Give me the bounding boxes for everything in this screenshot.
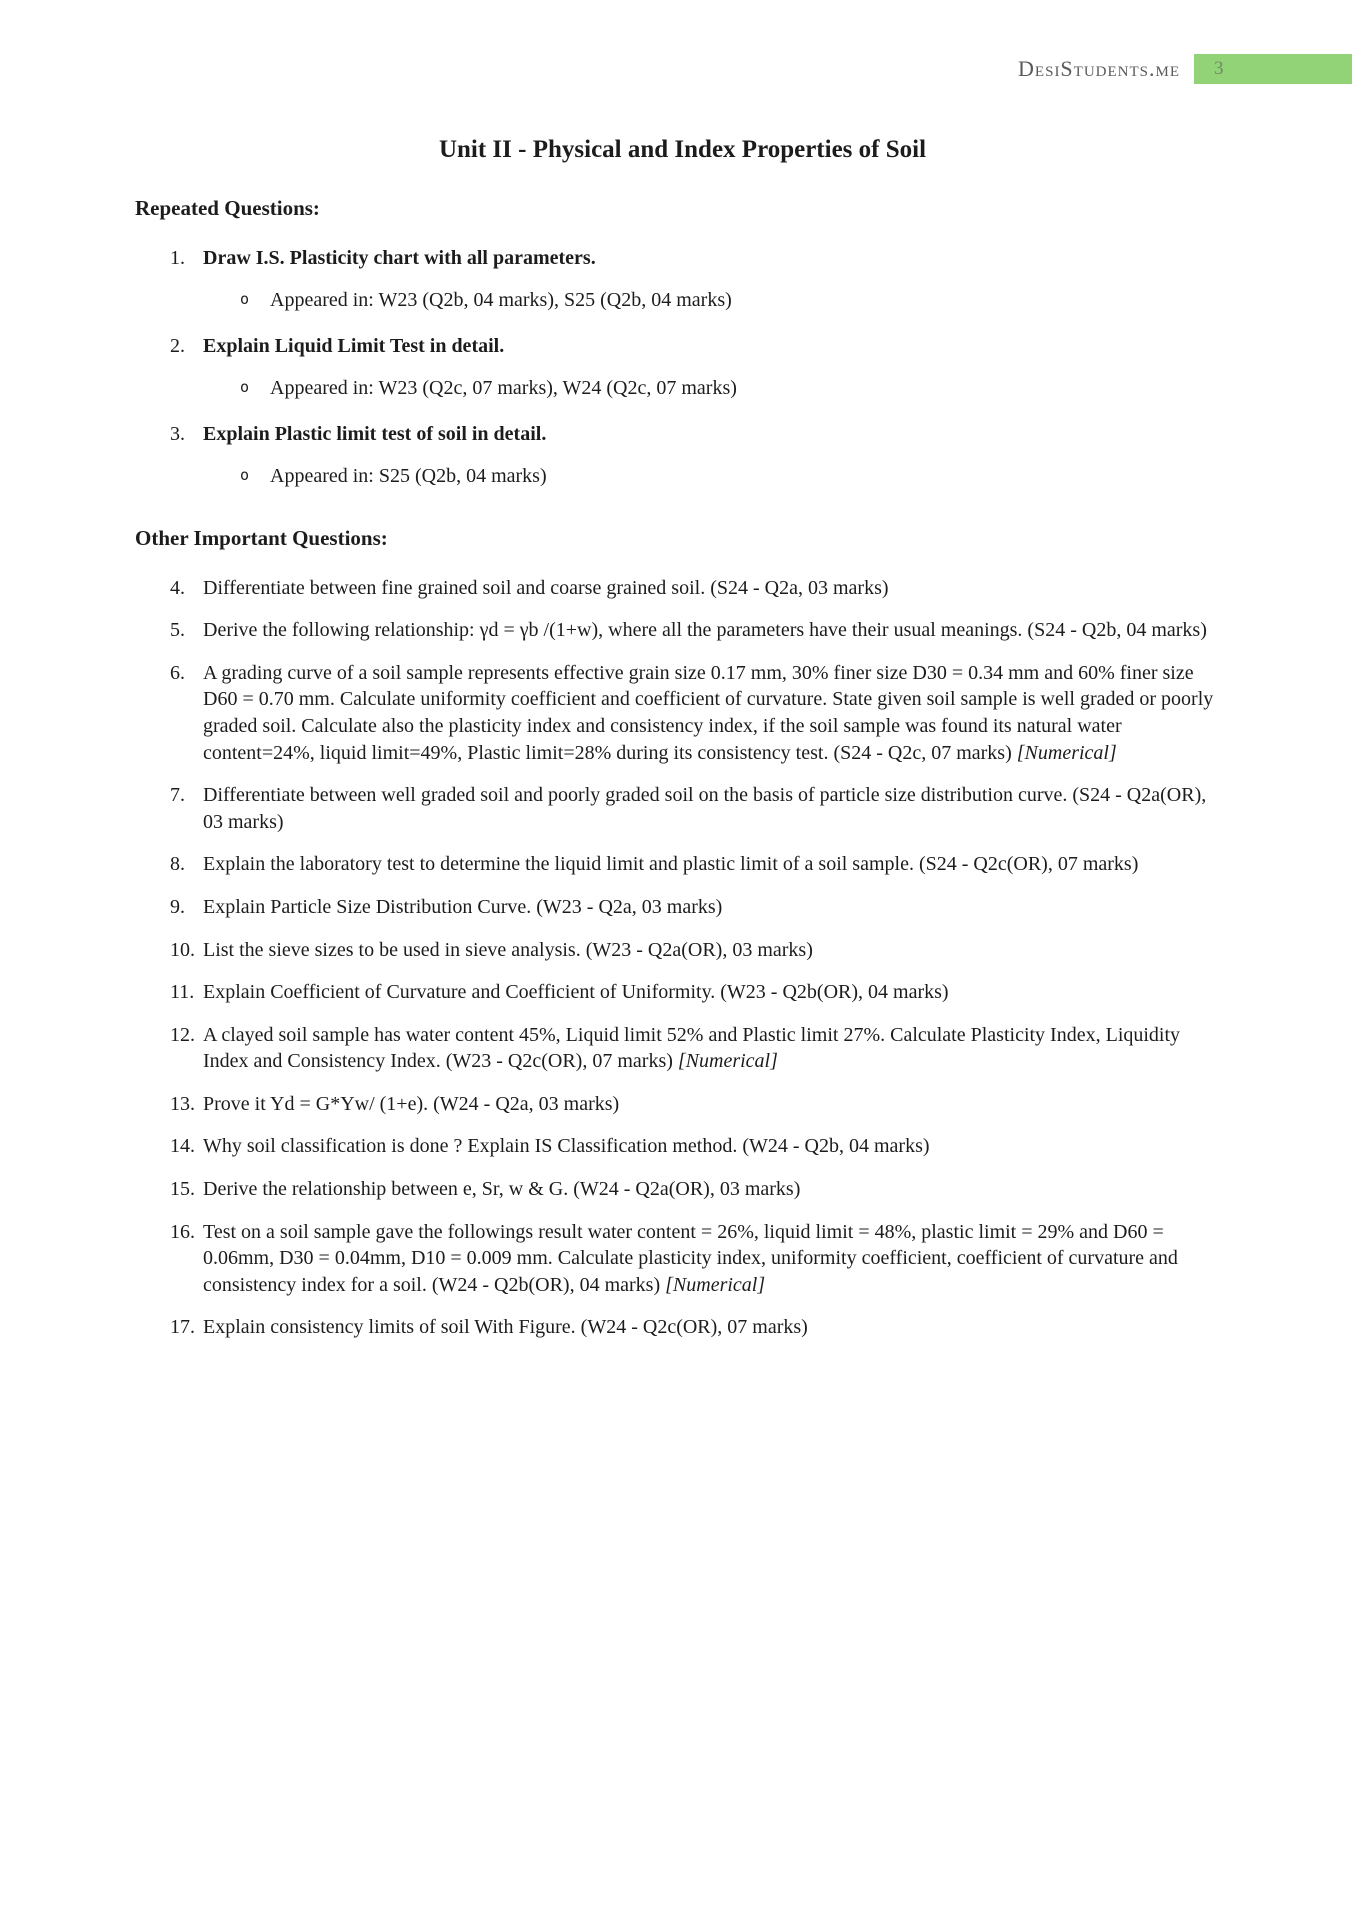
question-item: [135, 1176, 1230, 1203]
question-number: 14.: [170, 1135, 195, 1158]
question-body: [203, 1176, 1230, 1203]
sub-bullet: [203, 375, 1230, 402]
question-text: Derive the relationship between e, Sr, w & G. (W24 - Q2a(OR), 03 marks): [203, 1178, 801, 1201]
question-number: 10.: [170, 938, 195, 961]
circle-bullet-icon: o: [240, 289, 250, 308]
question-section: [135, 196, 1230, 494]
question-body: [203, 617, 1230, 644]
page-header: [0, 54, 1358, 84]
question-body: [203, 937, 1230, 964]
question-body: [203, 1219, 1230, 1299]
question-text: Differentiate between fine grained soil and coarse grained soil. (S24 - Q2a, 03 marks): [203, 576, 889, 599]
question-number: 3.: [170, 423, 185, 446]
page-title: Unit II - Physical and Index Properties of Soil: [438, 136, 927, 163]
question-text: Derive the following relationship: γd = γb /(1+w), where all the parameters have their usual meanings. (S24 - Q2b, 04 marks): [203, 619, 1207, 642]
question-body: [203, 1314, 1230, 1341]
question-number: 16.: [170, 1220, 195, 1243]
question-item: [135, 782, 1230, 835]
question-body: [203, 1022, 1230, 1075]
page-number-badge: [1194, 54, 1352, 84]
question-text: Draw I.S. Plasticity chart with all parameters.: [203, 247, 596, 269]
question-item: [135, 894, 1230, 921]
question-number: 9.: [170, 895, 185, 918]
question-text: Explain consistency limits of soil With Figure. (W24 - Q2c(OR), 07 marks): [203, 1316, 808, 1339]
question-number: 5.: [170, 619, 185, 642]
question-body: [203, 1133, 1230, 1160]
question-list: [135, 245, 1230, 494]
sub-bullet-text: Appeared in: W23 (Q2b, 04 marks), S25 (Q2b, 04 marks): [270, 288, 732, 311]
question-number: 4.: [170, 576, 185, 599]
question-number: 1.: [170, 247, 185, 269]
question-number: 11.: [170, 981, 195, 1004]
question-body: [203, 333, 1230, 405]
question-item: [135, 660, 1230, 766]
question-text: Test on a soil sample gave the followings result water content = 26%, liquid limit = 48%, plastic limit = 29% and D60 = 0.06mm, D30 = 0.04mm, D10 = 0.009 mm. Calculate plasticity index, uniformity coefficient, coefficient of curvature and consistency index for a soil. (W24 - Q2b(OR), 04 marks) [Numerical]: [203, 1220, 1178, 1296]
question-list: [135, 575, 1230, 1341]
question-item: [135, 575, 1230, 602]
sub-bullet: [203, 463, 1230, 490]
question-number: 6.: [170, 661, 185, 684]
question-text: Explain Liquid Limit Test in detail.: [203, 335, 505, 358]
question-body: [203, 782, 1230, 835]
question-number: 17.: [170, 1316, 195, 1339]
question-number: 13.: [170, 1092, 195, 1115]
question-item: [135, 979, 1230, 1006]
sub-bullet-text: Appeared in: S25 (Q2b, 04 marks): [270, 464, 547, 487]
question-item: [135, 1133, 1230, 1160]
question-body: [203, 851, 1230, 878]
page-number: 3: [1214, 58, 1224, 79]
question-item: [135, 1314, 1230, 1341]
numerical-tag: [Numerical]: [1016, 741, 1117, 764]
question-body: [203, 660, 1230, 766]
question-text: Explain Plastic limit test of soil in detail.: [203, 423, 547, 446]
question-number: 12.: [170, 1023, 195, 1046]
question-item: [135, 333, 1230, 405]
question-number: 7.: [170, 784, 185, 807]
section-heading: Other Important Questions:: [135, 525, 388, 550]
question-body: [203, 245, 1230, 317]
question-text: Differentiate between well graded soil and poorly graded soil on the basis of particle size distribution curve. (S24 - Q2a(OR), 03 marks): [203, 784, 1207, 833]
question-body: [203, 894, 1230, 921]
question-item: [135, 937, 1230, 964]
question-section: [135, 526, 1230, 1341]
question-text: A grading curve of a soil sample represents effective grain size 0.17 mm, 30% finer size D30 = 0.34 mm and 60% finer size D60 = 0.70 mm. Calculate uniformity coefficient and coefficient of curvature. State given soil sample is well graded or poorly graded soil. Calculate also the plasticity index and consistency index, if the soil sample was found its natural water content=24%, liquid limit=49%, Plastic limit=28% during its consistency test. (S24 - Q2c, 07 marks) [Numerical]: [203, 661, 1214, 764]
question-body: [203, 421, 1230, 493]
question-item: [135, 1091, 1230, 1118]
question-number: 8.: [170, 853, 185, 876]
question-item: [135, 851, 1230, 878]
sub-bullet: [203, 287, 1230, 314]
numerical-tag: [Numerical]: [665, 1273, 766, 1296]
question-text: List the sieve sizes to be used in sieve analysis. (W23 - Q2a(OR), 03 marks): [203, 938, 813, 961]
question-body: [203, 1091, 1230, 1118]
question-text: Explain the laboratory test to determine the liquid limit and plastic limit of a soil sample. (S24 - Q2c(OR), 07 marks): [203, 853, 1139, 876]
question-number: 2.: [170, 335, 185, 358]
circle-bullet-icon: o: [240, 377, 250, 396]
circle-bullet-icon: o: [240, 465, 250, 484]
question-sections: [135, 196, 1230, 1341]
question-text: A clayed soil sample has water content 45%, Liquid limit 52% and Plastic limit 27%. Calculate Plasticity Index, Liquidity Index and Consistency Index. (W23 - Q2c(OR), 07 marks) [Numerical]: [203, 1023, 1181, 1073]
question-number: 15.: [170, 1178, 195, 1201]
question-item: [135, 421, 1230, 493]
question-text: Explain Particle Size Distribution Curve. (W23 - Q2a, 03 marks): [203, 895, 723, 918]
question-item: [135, 617, 1230, 644]
question-item: [135, 1219, 1230, 1299]
question-item: [135, 245, 1230, 317]
question-text: Explain Coefficient of Curvature and Coefficient of Uniformity. (W23 - Q2b(OR), 04 marks): [203, 981, 949, 1004]
question-item: [135, 1022, 1230, 1075]
question-text: Why soil classification is done ? Explain IS Classification method. (W24 - Q2b, 04 marks): [203, 1135, 930, 1158]
section-heading: Repeated Questions:: [135, 196, 320, 220]
numerical-tag: [Numerical]: [677, 1050, 778, 1073]
sub-bullet-text: Appeared in: W23 (Q2c, 07 marks), W24 (Q2c, 07 marks): [270, 376, 737, 399]
question-body: [203, 575, 1230, 602]
question-body: [203, 979, 1230, 1006]
site-name: DesiStudents.me: [1018, 56, 1180, 81]
question-text: Prove it Yd = G*Yw/ (1+e). (W24 - Q2a, 03 marks): [203, 1092, 620, 1115]
